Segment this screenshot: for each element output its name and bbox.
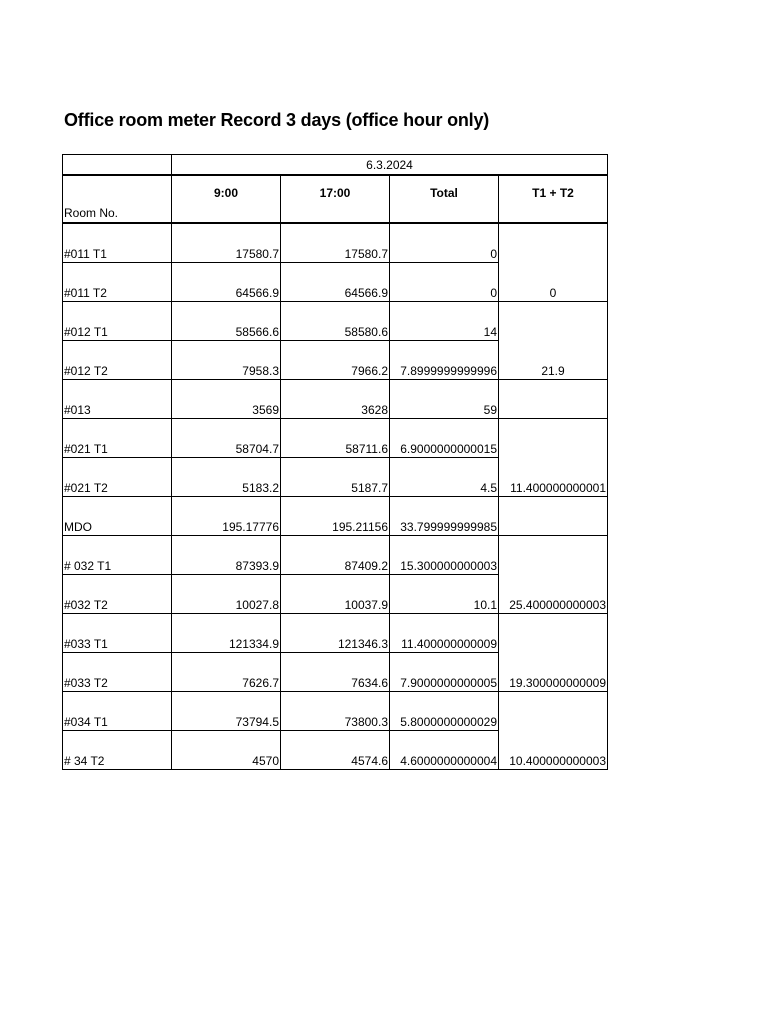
- meter-table: [62, 154, 608, 770]
- reading-1700-cell: 5187.7: [281, 458, 390, 497]
- table-row: [63, 692, 608, 731]
- room-cell: # 032 T1: [63, 536, 172, 575]
- room-cell: #021 T1: [63, 419, 172, 458]
- reading-900-cell: 5183.2: [172, 458, 281, 497]
- reading-900-cell: 195.17776: [172, 497, 281, 536]
- total-cell: 7.9000000000005: [390, 653, 499, 692]
- page-title: Office room meter Record 3 days (office hour only): [64, 110, 490, 130]
- total-cell: 59: [390, 380, 499, 419]
- reading-1700-cell: 10037.9: [281, 575, 390, 614]
- t1-t2-sum-cell: 0: [499, 223, 608, 302]
- total-cell: 15.300000000003: [390, 536, 499, 575]
- room-cell: #033 T2: [63, 653, 172, 692]
- table-row: [63, 419, 608, 458]
- total-cell: 33.799999999985: [390, 497, 499, 536]
- reading-900-cell: 58566.6: [172, 302, 281, 341]
- t1-t2-sum-cell: 11.400000000001: [499, 419, 608, 497]
- total-cell: 10.1: [390, 575, 499, 614]
- room-cell: #012 T1: [63, 302, 172, 341]
- reading-900-cell: 3569: [172, 380, 281, 419]
- time-1700-header: 17:00: [281, 175, 390, 223]
- total-cell: 0: [390, 263, 499, 302]
- column-header-row: [63, 175, 608, 223]
- room-cell: #034 T1: [63, 692, 172, 731]
- empty-header-cell: [63, 155, 172, 176]
- reading-1700-cell: 195.21156: [281, 497, 390, 536]
- table-row: [63, 614, 608, 653]
- total-header: Total: [390, 175, 499, 223]
- total-cell: 11.400000000009: [390, 614, 499, 653]
- room-cell: #011 T1: [63, 223, 172, 263]
- reading-900-cell: 17580.7: [172, 223, 281, 263]
- table-row: [63, 223, 608, 263]
- t1-t2-sum-cell: 19.300000000009: [499, 614, 608, 692]
- total-cell: 4.5: [390, 458, 499, 497]
- total-cell: 5.8000000000029: [390, 692, 499, 731]
- reading-1700-cell: 17580.7: [281, 223, 390, 263]
- room-cell: #032 T2: [63, 575, 172, 614]
- reading-1700-cell: 121346.3: [281, 614, 390, 653]
- table-row: [63, 497, 608, 536]
- reading-1700-cell: 73800.3: [281, 692, 390, 731]
- room-cell: #021 T2: [63, 458, 172, 497]
- date-header-row: [63, 155, 608, 176]
- total-cell: 6.9000000000015: [390, 419, 499, 458]
- reading-900-cell: 7958.3: [172, 341, 281, 380]
- room-cell: # 34 T2: [63, 731, 172, 770]
- date-cell: 6.3.2024: [172, 155, 608, 176]
- table-row: [63, 380, 608, 419]
- reading-1700-cell: 58711.6: [281, 419, 390, 458]
- reading-1700-cell: 4574.6: [281, 731, 390, 770]
- reading-1700-cell: 87409.2: [281, 536, 390, 575]
- room-cell: #033 T1: [63, 614, 172, 653]
- time-900-header: 9:00: [172, 175, 281, 223]
- reading-900-cell: 64566.9: [172, 263, 281, 302]
- table-row: [63, 302, 608, 341]
- t1-t2-sum-cell: 10.400000000003: [499, 692, 608, 770]
- room-cell: #013: [63, 380, 172, 419]
- room-no-header: Room No.: [63, 175, 172, 223]
- total-cell: 7.8999999999996: [390, 341, 499, 380]
- reading-1700-cell: 7634.6: [281, 653, 390, 692]
- total-cell: 0: [390, 223, 499, 263]
- reading-1700-cell: 7966.2: [281, 341, 390, 380]
- reading-900-cell: 87393.9: [172, 536, 281, 575]
- reading-1700-cell: 3628: [281, 380, 390, 419]
- reading-900-cell: 4570: [172, 731, 281, 770]
- total-cell: 14: [390, 302, 499, 341]
- reading-1700-cell: 64566.9: [281, 263, 390, 302]
- total-cell: 4.6000000000004: [390, 731, 499, 770]
- reading-900-cell: 73794.5: [172, 692, 281, 731]
- reading-900-cell: 10027.8: [172, 575, 281, 614]
- t1-t2-sum-cell: 21.9: [499, 302, 608, 380]
- reading-900-cell: 121334.9: [172, 614, 281, 653]
- room-cell: #011 T2: [63, 263, 172, 302]
- table-row: [63, 536, 608, 575]
- t1-t2-header: T1 + T2: [499, 175, 608, 223]
- reading-900-cell: 7626.7: [172, 653, 281, 692]
- reading-900-cell: 58704.7: [172, 419, 281, 458]
- room-cell: MDO: [63, 497, 172, 536]
- t1-t2-sum-cell: [499, 380, 608, 419]
- room-cell: #012 T2: [63, 341, 172, 380]
- t1-t2-sum-cell: 25.400000000003: [499, 536, 608, 614]
- reading-1700-cell: 58580.6: [281, 302, 390, 341]
- t1-t2-sum-cell: [499, 497, 608, 536]
